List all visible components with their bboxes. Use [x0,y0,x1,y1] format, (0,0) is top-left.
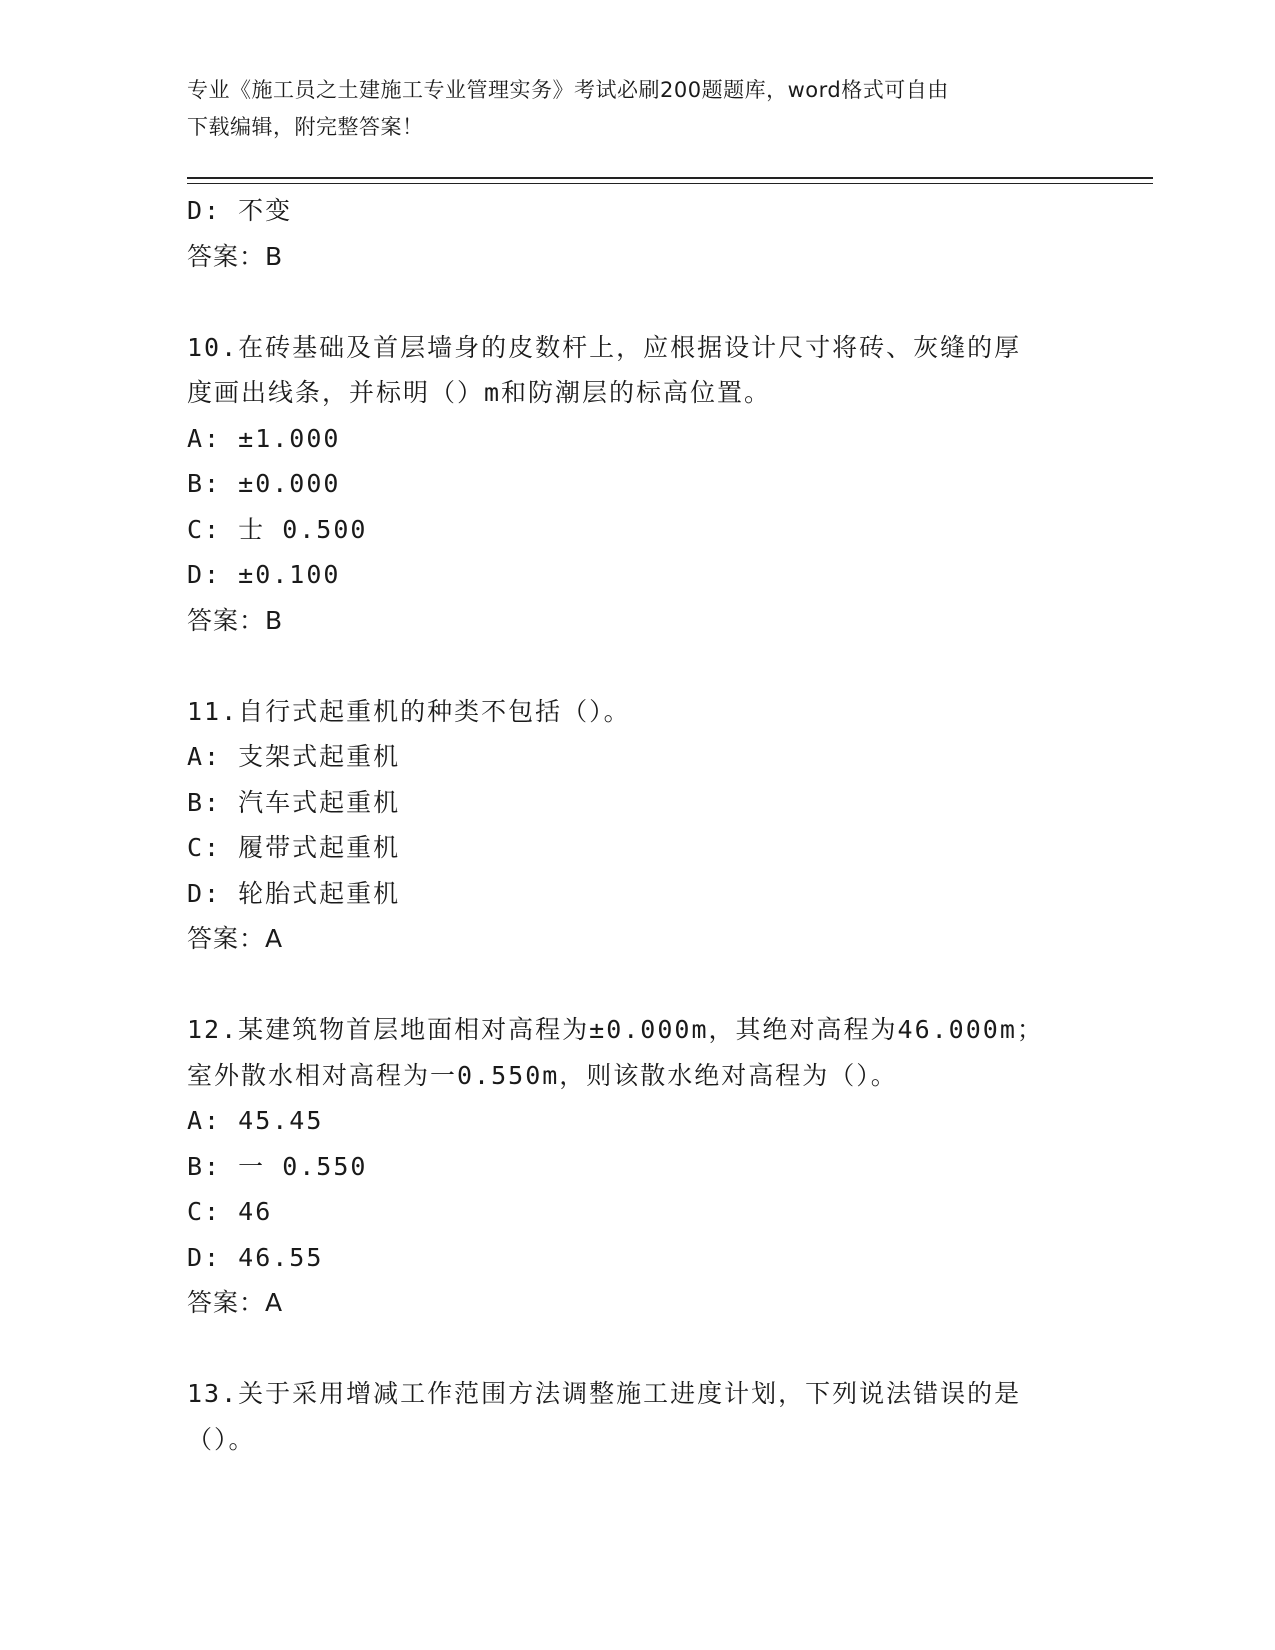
question-stem-cont: （）。 [187,1424,256,1454]
header-divider-thin [187,183,1153,184]
question-stem-cont: 度画出线条，并标明（）m和防潮层的标高位置。 [187,378,772,407]
question-stem: 10.在砖基础及首层墙身的皮数杆上，应根据设计尺寸将砖、灰缝的厚 [187,332,1022,362]
document-header [187,72,1087,146]
question-10 [187,325,1087,644]
option-a: A: ±1.000 [187,423,341,453]
question-stem-cont: 室外散水相对高程为一0.550m，则该散水绝对高程为（）。 [187,1060,898,1090]
option-b: B: 汽车式起重机 [187,787,401,817]
header-line-1: 专业《施工员之土建施工专业管理实务》考试必刷200题题库，word格式可自由 [187,78,949,102]
answer: 答案：B [187,605,284,635]
question-list [187,188,1087,1462]
option-d: D: 轮胎式起重机 [187,878,401,908]
header-line-2: 下载编辑，附完整答案！ [187,115,424,139]
option-c: C: 46 [187,1197,273,1226]
option-d: D: 不变 [187,196,293,225]
question-stem: 13.关于采用增减工作范围方法调整施工进度计划，下列说法错误的是 [187,1379,1022,1408]
option-d: D: 46.55 [187,1242,324,1272]
question-13 [187,1371,1087,1462]
answer: 答案：B [187,241,284,271]
option-c: C: 履带式起重机 [187,833,401,862]
option-d: D: ±0.100 [187,560,341,589]
question-stem: 12.某建筑物首层地面相对高程为±0.000m，其绝对高程为46.000m； [187,1015,1044,1044]
question-11 [187,689,1087,962]
header-divider [187,177,1153,179]
option-b: B: 一 0.550 [187,1151,368,1181]
answer: 答案：A [187,924,284,953]
answer: 答案：A [187,1288,284,1317]
option-b: B: ±0.000 [187,469,341,498]
option-c: C: 士 0.500 [187,514,368,544]
option-a: A: 45.45 [187,1106,324,1135]
question-stem: 11.自行式起重机的种类不包括（）。 [187,696,631,726]
question-12 [187,1007,1087,1326]
option-a: A: 支架式起重机 [187,742,401,771]
